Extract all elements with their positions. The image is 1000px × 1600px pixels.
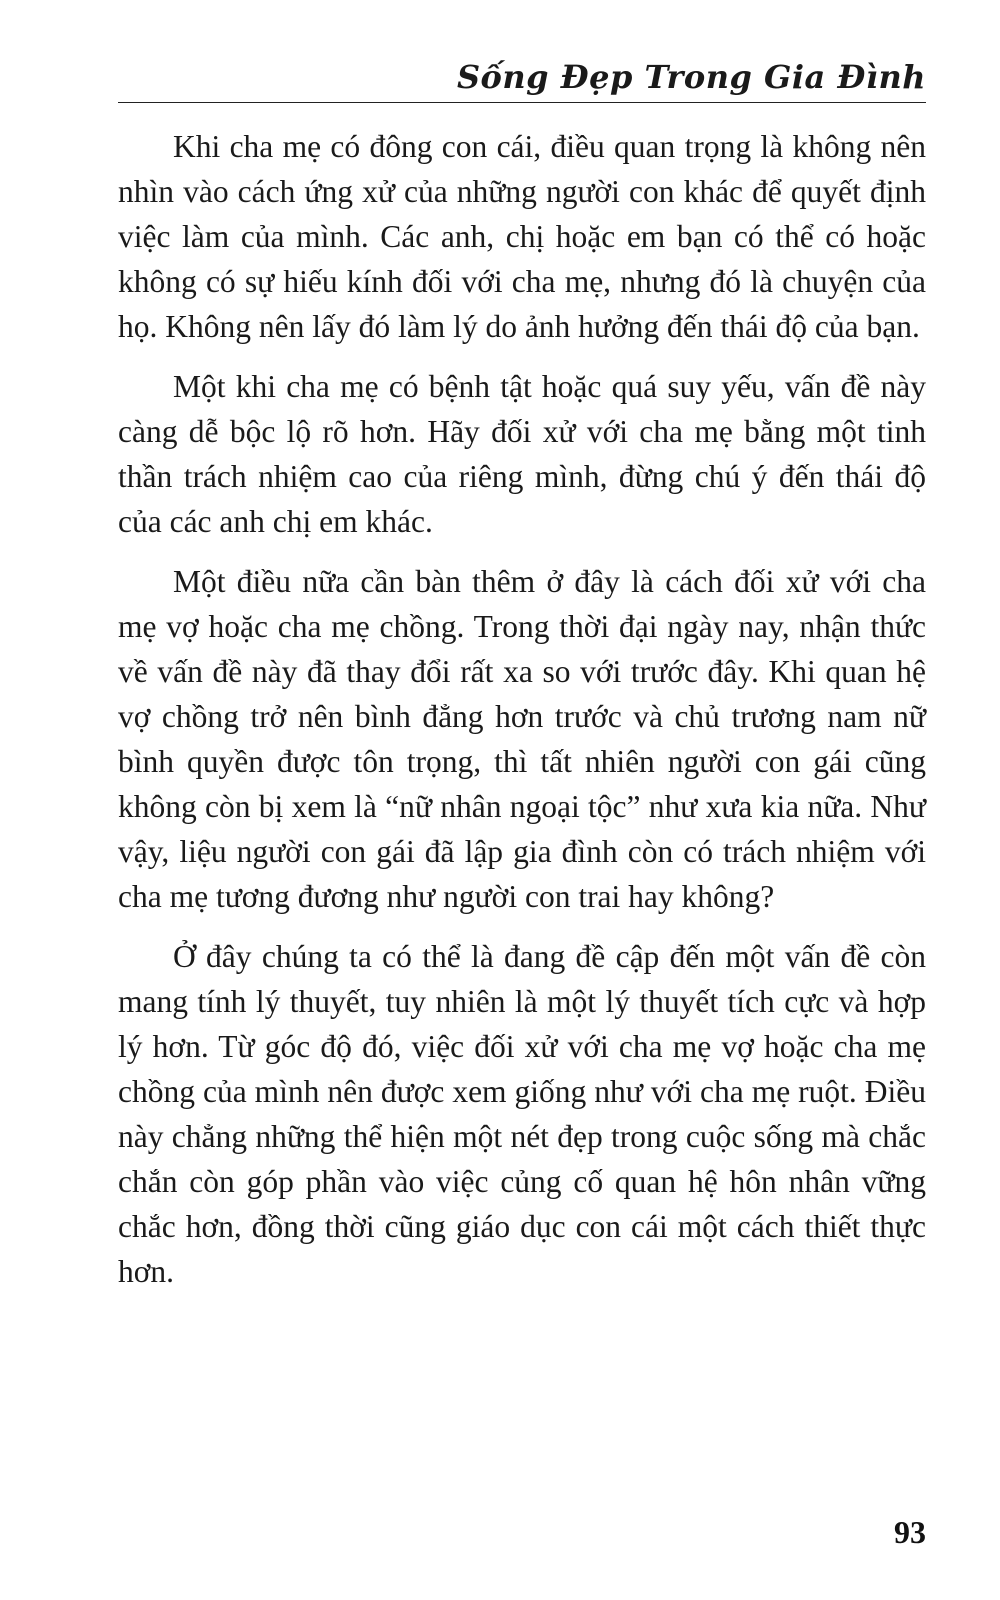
running-header: Sống Đẹp Trong Gia Đình (118, 52, 926, 103)
paragraph: Một điều nữa cần bàn thêm ở đây là cách đối xử với cha mẹ vợ hoặc cha mẹ chồng. Trong thời đại ngày nay, nhận thức về vấn đề này đã thay đổi rất xa so với trước đây. Khi quan hệ vợ chồng trở nên bình đẳng hơn trước và chủ trương nam nữ bình quyền được tôn trọng, thì tất nhiên người con gái cũng không còn bị xem là “nữ nhân ngoại tộc” như xưa kia nữa. Như vậy, liệu người con gái đã lập gia đình còn có trách nhiệm với cha mẹ tương đương như người con trai hay không? (118, 564, 926, 914)
paragraph: Khi cha mẹ có đông con cái, điều quan trọng là không nên nhìn vào cách ứng xử của những người con khác để quyết định việc làm của mình. Các anh, chị hoặc em bạn có thể có hoặc không có sự hiếu kính đối với cha mẹ, nhưng đó là chuyện của họ. Không nên lấy đó làm lý do ảnh hưởng đến thái độ của bạn. (118, 129, 926, 344)
paragraph: Một khi cha mẹ có bệnh tật hoặc quá suy yếu, vấn đề này càng dễ bộc lộ rõ hơn. Hãy đối xử với cha mẹ bằng một tinh thần trách nhiệm cao của riêng mình, đừng chú ý đến thái độ của các anh chị em khác. (118, 369, 926, 539)
page-number: 93 (894, 1514, 926, 1550)
body-text (118, 124, 926, 1309)
paragraph: Ở đây chúng ta có thể là đang đề cập đến một vấn đề còn mang tính lý thuyết, tuy nhiên là một lý thuyết tích cực và hợp lý hơn. Từ góc độ đó, việc đối xử với cha mẹ vợ hoặc cha mẹ chồng của mình nên được xem giống như với cha mẹ ruột. Điều này chẳng những thể hiện một nét đẹp trong cuộc sống mà chắc chắn còn góp phần vào việc củng cố quan hệ hôn nhân vững chắc hơn, đồng thời cũng giáo dục con cái một cách thiết thực hơn. (118, 939, 926, 1289)
